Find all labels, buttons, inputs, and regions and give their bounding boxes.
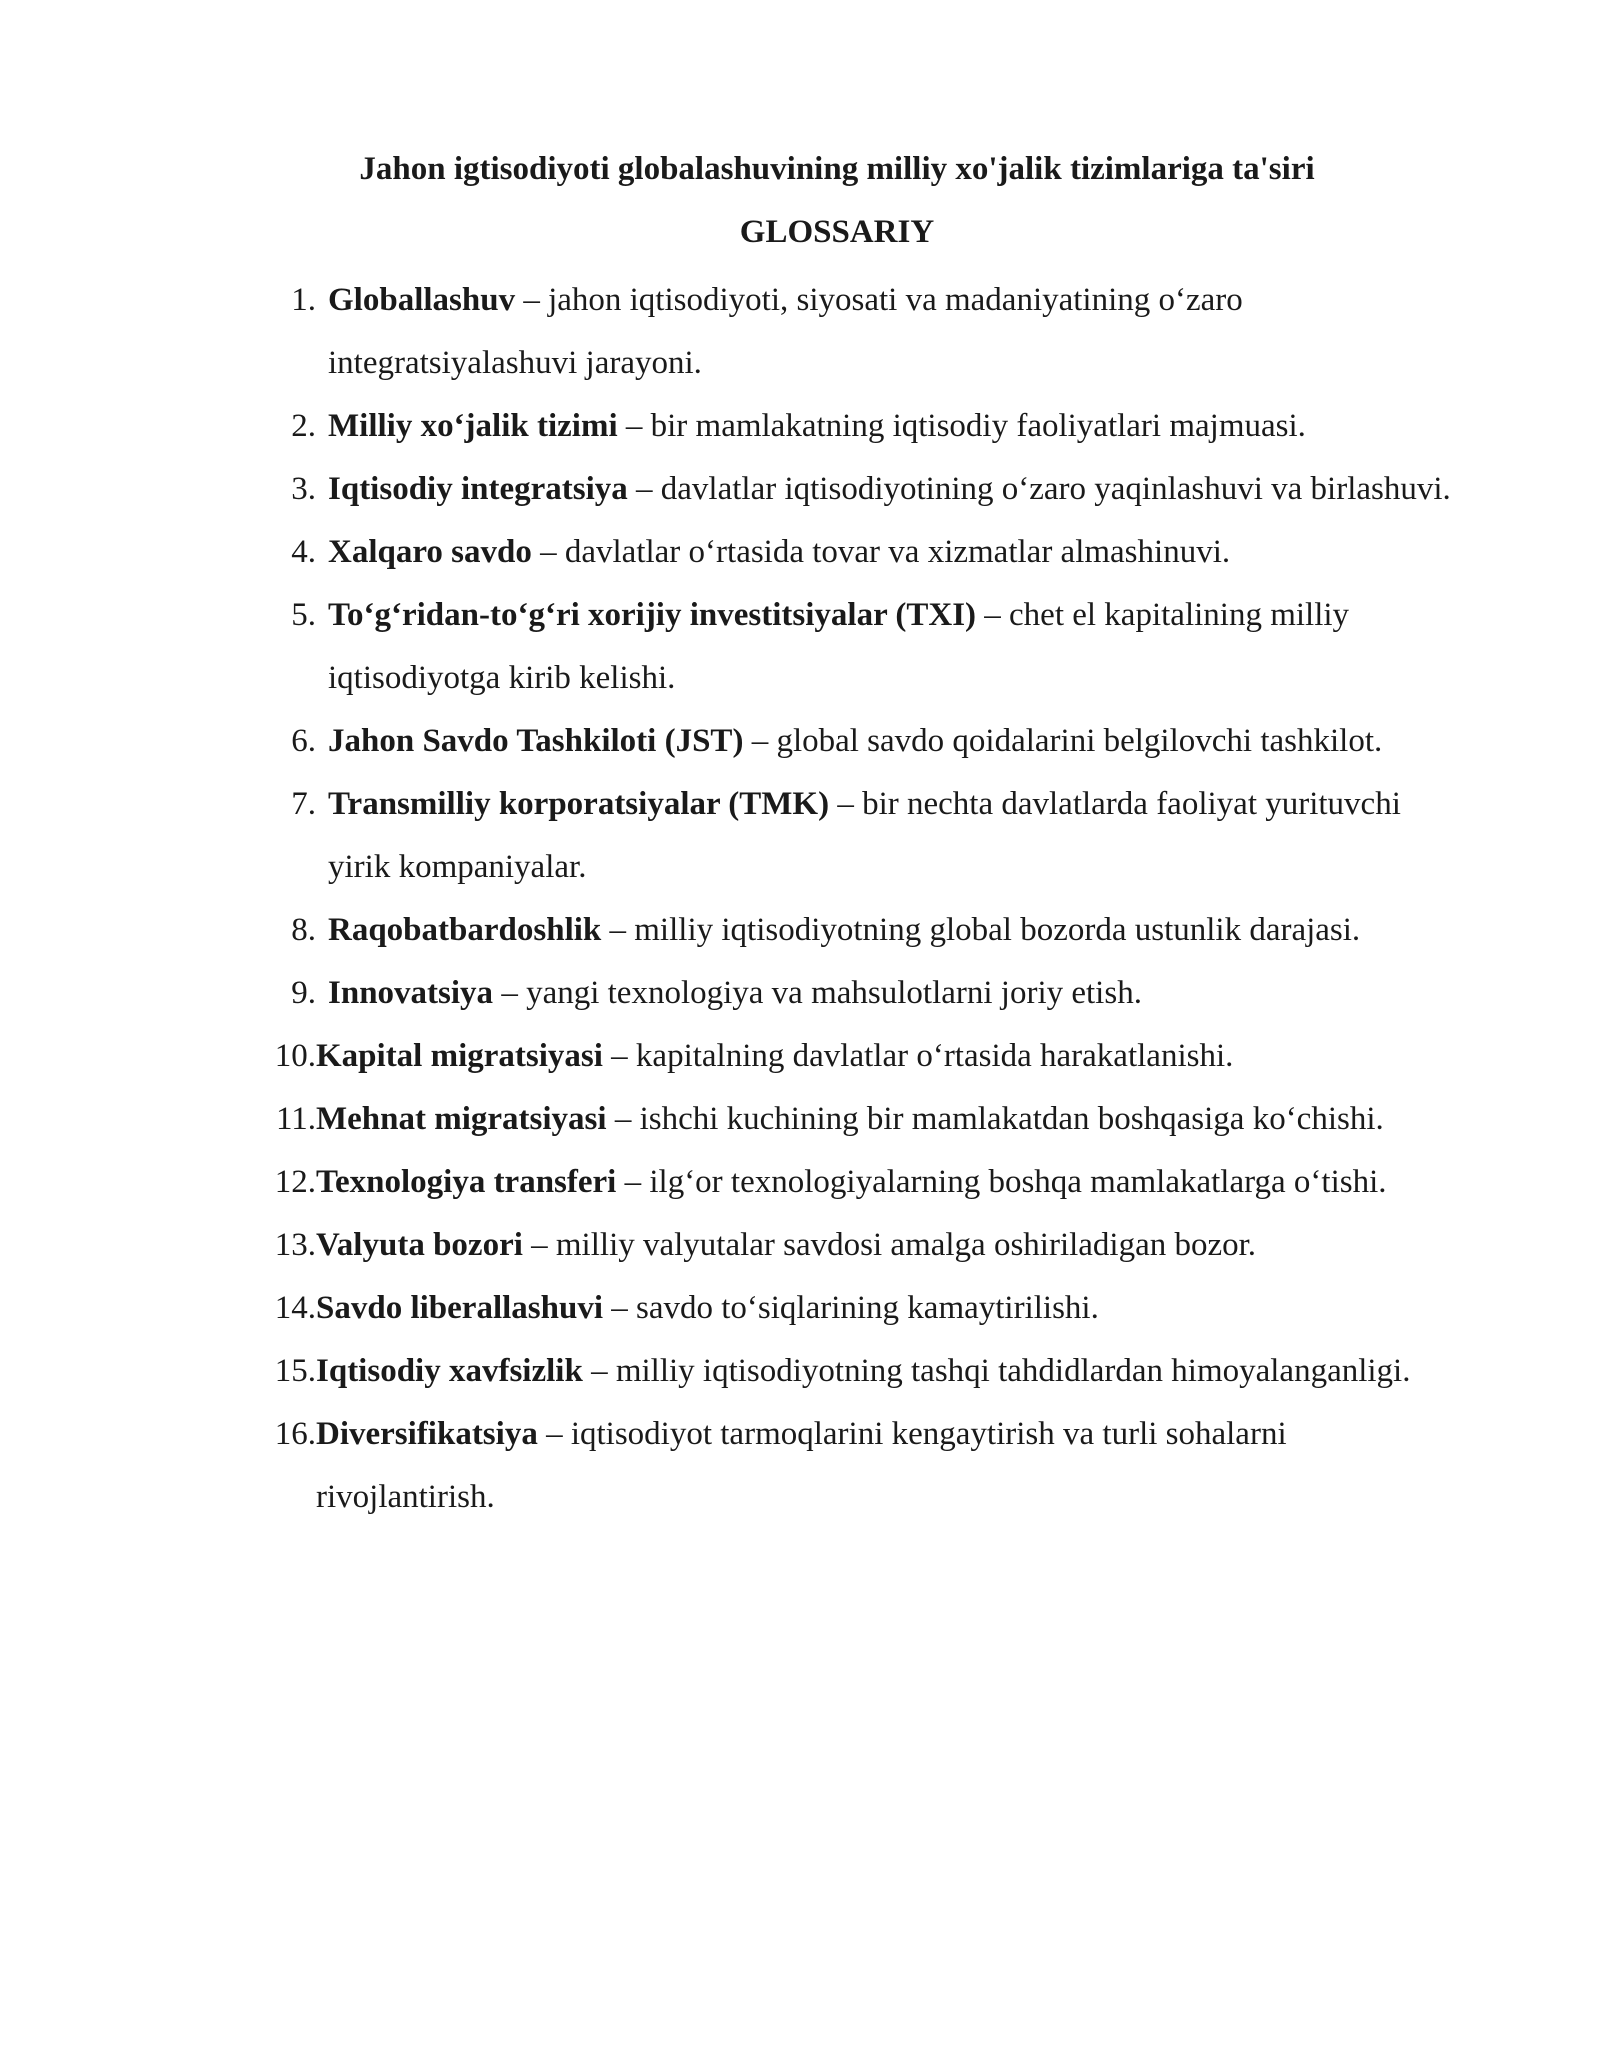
glossary-entry bbox=[264, 1403, 1464, 1529]
entry-number: 9. bbox=[291, 975, 316, 1011]
entry-definition: – jahon iqtisodiyoti, siyosati va madaniyatining o‘zaro integratsiyalashuvi jarayoni. bbox=[328, 282, 1243, 381]
entry-number: 16. bbox=[274, 1416, 316, 1452]
glossary-entry bbox=[264, 710, 1464, 773]
entry-text bbox=[316, 1025, 1464, 1088]
entry-number: 2. bbox=[291, 408, 316, 444]
glossary-entry bbox=[264, 1277, 1464, 1340]
glossary-entry bbox=[264, 269, 1464, 395]
entry-number: 8. bbox=[291, 912, 316, 948]
entry-term: Iqtisodiy integratsiya bbox=[328, 471, 628, 507]
entry-term: Xalqaro savdo bbox=[328, 534, 532, 570]
entry-text bbox=[328, 458, 1464, 521]
entry-text bbox=[328, 521, 1464, 584]
entry-term: Savdo liberallashuvi bbox=[316, 1290, 603, 1326]
entry-number: 6. bbox=[291, 723, 316, 759]
entry-definition: – ilg‘or texnologiyalarning boshqa mamlakatlarga o‘tishi. bbox=[616, 1164, 1387, 1200]
entry-text bbox=[328, 773, 1464, 899]
entry-term: Innovatsiya bbox=[328, 975, 494, 1011]
entry-term: Milliy xo‘jalik tizimi bbox=[328, 408, 618, 444]
glossary-entry bbox=[264, 521, 1464, 584]
entry-number: 3. bbox=[291, 471, 316, 507]
entry-text bbox=[328, 269, 1464, 395]
entry-definition: – savdo to‘siqlarining kamaytirilishi. bbox=[603, 1290, 1099, 1326]
entry-number: 1. bbox=[291, 282, 316, 318]
entry-definition: – davlatlar iqtisodiyotining o‘zaro yaqinlashuvi va birlashuvi. bbox=[627, 471, 1451, 507]
entry-number: 5. bbox=[291, 597, 316, 633]
entry-definition: – bir mamlakatning iqtisodiy faoliyatlari majmuasi. bbox=[617, 408, 1306, 444]
entry-definition: – milliy valyutalar savdosi amalga oshiriladigan bozor. bbox=[522, 1227, 1257, 1263]
entry-definition: – yangi texnologiya va mahsulotlarni joriy etish. bbox=[493, 975, 1142, 1011]
document-subtitle: GLOSSARIY bbox=[739, 214, 935, 250]
entry-text bbox=[316, 1088, 1464, 1151]
entry-text bbox=[328, 710, 1464, 773]
glossary-entry bbox=[264, 962, 1464, 1025]
entry-term: To‘g‘ridan-to‘g‘ri xorijiy investitsiyalar (TXI) bbox=[328, 597, 977, 633]
entry-text bbox=[316, 1277, 1464, 1340]
entry-term: Globallashuv bbox=[328, 282, 516, 318]
entry-term: Texnologiya transferi bbox=[316, 1164, 617, 1200]
entry-definition: – iqtisodiyot tarmoqlarini kengaytirish va turli sohalarni rivojlantirish. bbox=[316, 1416, 1287, 1515]
entry-text bbox=[328, 899, 1464, 962]
glossary-entry bbox=[264, 458, 1464, 521]
entry-number: 14. bbox=[274, 1290, 316, 1326]
entry-number: 13. bbox=[274, 1227, 316, 1263]
entry-definition: – kapitalning davlatlar o‘rtasida harakatlanishi. bbox=[602, 1038, 1234, 1074]
entry-definition: – ishchi kuchining bir mamlakatdan boshqasiga ko‘chishi. bbox=[606, 1101, 1384, 1137]
glossary-entry bbox=[264, 1088, 1464, 1151]
entry-definition: – bir nechta davlatlarda faoliyat yurituvchi yirik kompaniyalar. bbox=[328, 786, 1401, 885]
entry-definition: – milliy iqtisodiyotning global bozorda ustunlik darajasi. bbox=[601, 912, 1361, 948]
entry-text bbox=[328, 962, 1464, 1025]
entry-definition: – chet el kapitalining milliy iqtisodiyotga kirib kelishi. bbox=[328, 597, 1350, 696]
document-title: Jahon igtisodiyoti globalashuvining milliy xo'jalik tizimlariga ta'siri bbox=[359, 151, 1315, 187]
entry-term: Kapital migratsiyasi bbox=[316, 1038, 603, 1074]
glossary-entry bbox=[264, 773, 1464, 899]
glossary-entry bbox=[264, 584, 1464, 710]
glossary-entry bbox=[264, 1340, 1464, 1403]
entry-number: 12. bbox=[274, 1164, 316, 1200]
entry-text bbox=[328, 395, 1464, 458]
entry-text bbox=[316, 1151, 1464, 1214]
entry-definition: – milliy iqtisodiyotning tashqi tahdidlardan himoyalanganligi. bbox=[582, 1353, 1411, 1389]
entry-text bbox=[316, 1214, 1464, 1277]
entry-term: Diversifikatsiya bbox=[316, 1416, 538, 1452]
entry-term: Valyuta bozori bbox=[316, 1227, 523, 1263]
glossary-entry bbox=[264, 899, 1464, 962]
entry-definition: – global savdo qoidalarini belgilovchi tashkilot. bbox=[743, 723, 1383, 759]
entry-term: Jahon Savdo Tashkiloti (JST) bbox=[328, 723, 744, 759]
entry-term: Raqobatbardoshlik bbox=[328, 912, 602, 948]
entry-number: 11. bbox=[275, 1101, 316, 1137]
entry-text bbox=[316, 1340, 1464, 1403]
entry-term: Iqtisodiy xavfsizlik bbox=[316, 1353, 583, 1389]
glossary-entry bbox=[264, 395, 1464, 458]
entry-term: Transmilliy korporatsiyalar (TMK) bbox=[328, 786, 830, 822]
entry-text bbox=[316, 1403, 1464, 1529]
glossary-entry bbox=[264, 1025, 1464, 1088]
entry-text bbox=[328, 584, 1464, 710]
entry-number: 10. bbox=[274, 1038, 316, 1074]
entry-term: Mehnat migratsiyasi bbox=[316, 1101, 607, 1137]
glossary-entry bbox=[264, 1151, 1464, 1214]
entry-definition: – davlatlar o‘rtasida tovar va xizmatlar almashinuvi. bbox=[531, 534, 1231, 570]
glossary-entry bbox=[264, 1214, 1464, 1277]
entry-number: 7. bbox=[291, 786, 316, 822]
glossary-list bbox=[264, 269, 1464, 1529]
entry-number: 4. bbox=[291, 534, 316, 570]
entry-number: 15. bbox=[274, 1353, 316, 1389]
